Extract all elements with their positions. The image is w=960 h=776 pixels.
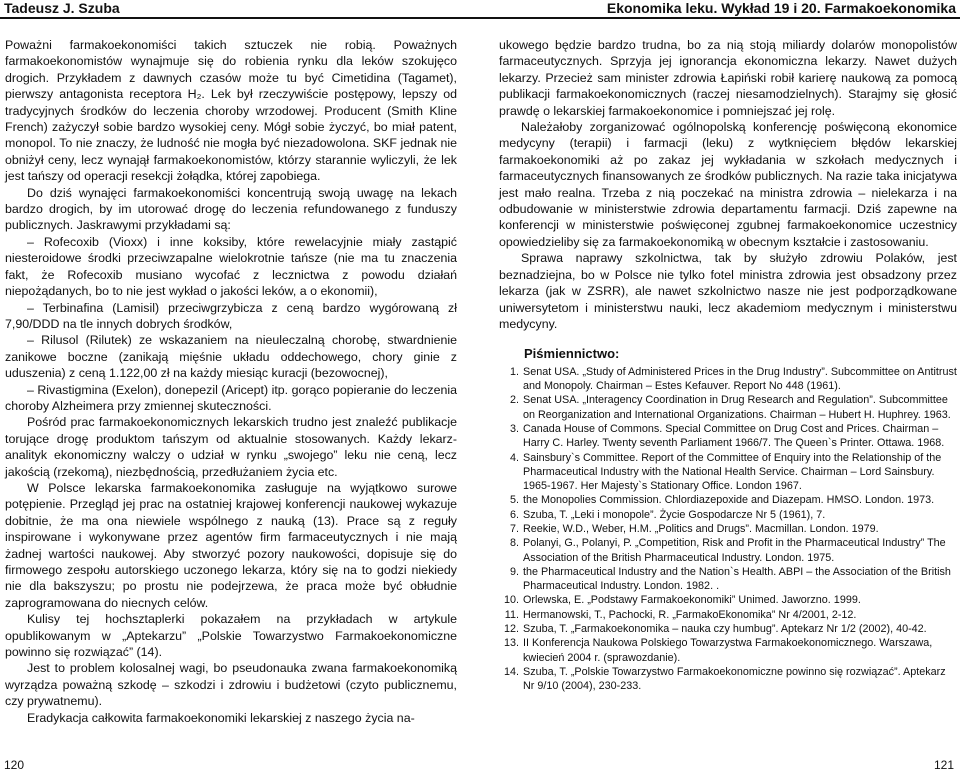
page-number-right: 121 <box>933 758 954 772</box>
reference-item <box>499 451 957 494</box>
header-rule <box>0 17 960 19</box>
reference-number: 11. <box>504 608 519 621</box>
reference-item <box>499 522 957 536</box>
reference-text: Sainsbury`s Committee. Report of the Committee of Enquiry into the Relationship of the Pharmaceutical Industry with the National Health Service. Chairman – Lord Sainsbury. 1965-1967. Her Majesty`s Stationary Office. London 1967. <box>523 451 942 493</box>
reference-text: Orlewska, E. „Podstawy Farmakoekonomiki” Unimed. Jaworzno. 1999. <box>523 594 861 607</box>
reference-item <box>499 622 957 636</box>
reference-item <box>499 665 957 694</box>
reference-item <box>499 393 957 422</box>
reference-text: Canada House of Commons. Special Committee on Drug Cost and Prices. Chairman – Harry C. Harley. Twenty seventh Parliament 1966/7. The Queen`s Printer. Ottawa. 1968. <box>523 422 945 450</box>
reference-text: Szuba, T. „Leki i monopole”. Życie Gospodarcze Nr 5 (1961), 7. <box>523 508 826 521</box>
right-column <box>499 37 957 694</box>
reference-text: Szuba, T. „Farmakoekonomika – nauka czy humbug”. Aptekarz Nr 1/2 (2002), 40-42. <box>523 623 927 636</box>
reference-number: 7. <box>509 522 519 535</box>
drug-example-item: – Rofecoxib (Vioxx) i inne koksiby, które rewelacyjnie miały zastąpić niesteroidowe środki przeciwzapalne wielokrotnie tańsze (nie ma tu znaczenia fakt, że Rofecoxib musiano wycofać z lecznictwa z powodu działań niepożądanych, bo to nie jest wykład o jakości leków, a o ekonomii), <box>5 234 457 299</box>
drug-example-item: – Rilusol (Rilutek) ze wskazaniem na nieuleczalną chorobę, stwardnienie zanikowe boczne (zanikają mięśnie układu oddechowego, chory ginie z uduszenia) z ceną 1.122,00 zł na każdy miesiąc kuracji (bezowocnej), <box>5 333 457 381</box>
reference-number: 4. <box>509 451 519 464</box>
header-title: Ekonomika leku. Wykład 19 i 20. Farmakoekonomika <box>606 0 956 16</box>
reference-number: 1. <box>509 365 519 378</box>
reference-item <box>499 636 957 665</box>
reference-text: the Monopolies Commission. Chlordiazepoxide and Diazepam. HMSO. London. 1973. <box>523 494 935 507</box>
left-paragraph: Poważni farmakoekonomiści takich sztuczek nie robią. Poważnych farmakoekonomistów wynajmuje się do robienia rynku dla leków szokujęco drogich. Przykładem z dawnych czasów może tu być Cimetidina (Tagamet), pierwszy antagonista receptora H₂. Lek był rzeczywiście postępowy, lepszy od tradycyjnych środków do leczenia choroby wrzodowej. Producent (Smith Kline French) zażyczył sobie bardzo wysokiej ceny. Mógł sobie życzyć, bo miał patent, monopol. To nie znaczy, że ludność nie mogła być niezadowolona. SKF jednak nie obniżył ceny, lecz wynajął farmakoekonomistów, którzy starannie wyliczyli, że lek jest tańszy od operacji resekcji żołądka, której zapobiega. <box>5 38 457 184</box>
drug-example-item: – Rivastigmina (Exelon), donepezil (Aricept) itp. gorąco popieranie do leczenia choroby Alzheimera przy zmiennej skuteczności. <box>5 382 457 413</box>
page-number-left: 120 <box>4 758 25 772</box>
right-paragraph: Należałoby zorganizować ogólnopolską konferencję poświęconą ekonomice medycyny (terapii) i farmacji (leku) z wytknięciem błędów lekarskiej farmakoekonomiki aż po zakaz jej wykładania w szkołach medycznych i farmaceutycznych finansowanych ze środków publicznych. Na razie taka inicjatywa jest mało realna. Trzeba z nią poczekać na ministra zdrowia – nielekarza i na odbudowanie w ministerstwie zdrowia departamentu farmacji. Dziś zapewne na konferencji w ministerstwie poświęconej zgubnej farmakoekonomice uczestnicy opowiedzieliby się za farmakoekonomiką w obecnym kształcie i zastosowaniu. <box>499 120 957 249</box>
running-header <box>0 0 960 18</box>
reference-item <box>499 365 957 394</box>
reference-number: 10. <box>503 594 519 607</box>
reference-number: 2. <box>509 394 519 407</box>
reference-text: Szuba, T. „Polskie Towarzystwo Farmakoekonomiczne powinno się rozwiązać”. Aptekarz Nr 9/10 (2004), 230-233. <box>523 665 946 693</box>
left-paragraph: Kulisy tej hochsztaplerki pokazałem na przykładach w artykule opublikowanym w „Aptekarzu” „Polskie Towarzystwo Farmakoekonomiczne powinno się rozwiązać” (14). <box>5 612 457 660</box>
reference-item <box>499 493 957 507</box>
reference-number: 14. <box>503 665 519 678</box>
reference-number: 13. <box>503 637 519 650</box>
left-paragraph: W Polsce lekarska farmakoekonomika zasługuje na wyjątkowo surowe potępienie. Przegląd jej prac na ostatniej krajowej konferencji naukowej wykazuje dobitnie, że ma ona niewiele wspólnego z nauką (13). Prace są z reguły inspirowane i wykonywane przez agentów firm farmaceutycznych i nie mają żadnej wartości naukowej. Aby stworzyć pozory naukowości, dopisuje się do firmowego zespołu autorskiego uczonego lekarza, który się na to godzi niekiedy nie dla bakszyszu; po prostu nie podejrzewa, że praca może być obłudnie zaprogramowana do niecnych celów. <box>5 480 457 610</box>
left-paragraph: Eradykacja całkowita farmakoekonomiki lekarskiej z naszego życia na- <box>27 710 415 725</box>
reference-number: 8. <box>509 537 519 550</box>
reference-item <box>499 608 957 622</box>
reference-item <box>499 422 957 451</box>
left-paragraph: Pośród prac farmakoekonomicznych lekarskich trudno jest znaleźć publikacje torujące drogę produktom tańszym od aktualnie stosowanych. Każdy lekarz-analityk ekonomiczny walczy o udział w rynku „swojego” leku nie ceną, lecz jakością (rzekomą), niezbędnością, przedłużaniem życia etc. <box>5 415 457 479</box>
reference-item <box>499 536 957 565</box>
reference-item <box>499 593 957 607</box>
reference-text: Hermanowski, T., Pachocki, R. „FarmakoEkonomika” Nr 4/2001, 2-12. <box>523 608 857 621</box>
reference-text: the Pharmaceutical Industry and the Nation`s Health. ABPI – the Association of the British Pharmaceutical Industry. London. 1982. . <box>523 565 951 593</box>
left-paragraph: Jest to problem kolosalnej wagi, bo pseudonauka zwana farmakoekonomiką wyrządza poważną szkodę – szkodzi i zdrowiu i budżetowi (czyto publicznemu, czy prywatnemu). <box>5 661 457 709</box>
reference-item <box>499 508 957 522</box>
reference-text: Polanyi, G., Polanyi, P. „Competition, Risk and Profit in the Pharmaceutical Industry” The Association of the British Pharmaceutical Industry. London. 1975. <box>523 537 946 564</box>
drug-example-item: – Terbinafina (Lamisil) przeciwgrzybicza z ceną bardzo wygórowaną zł 7,90/DDD na tle innych dobrych środków, <box>5 300 457 331</box>
header-author: Tadeusz J. Szuba <box>4 0 120 16</box>
references-list <box>499 365 957 694</box>
reference-number: 9. <box>509 565 519 578</box>
reference-number: 3. <box>509 422 519 435</box>
right-paragraph: ukowego będzie bardzo trudna, bo za nią stoją miliardy dolarów monopolistów farmaceutycznych. Sprzyja jej ignorancja ekonomiczna lekarzy. Nawet dużych lekarzy. Przecież sam minister zdrowia Łapiński robił karierę naukową za pomocą publikacji farmakoekonomicznych (raczej niesamodzielnych). Starajmy się głosić prawdę o lekarskiej farmakoekonomice i pomniejszać jej rolę. <box>499 38 957 118</box>
left-paragraph: Do dziś wynajęci farmakoekonomiści koncentrują swoją uwagę na lekach bardzo drogich, by im utorować drogę do leczenia refundowanego z funduszy publicznych. Jaskrawymi przykładami są: <box>5 185 457 233</box>
right-paragraph: Sprawa naprawy szkolnictwa, tak by służyło zdrowiu Polaków, jest beznadziejna, bo w Polsce nie tylko fotel ministra zdrowia jest obsadzony przez lekarza (jak w ZSRR), ale nawet szkolnictwo nasze nie jest podporządkowane uniwersytetom i ministerstwu nauki, lecz akademiom medycznym i ministerstwu medycyny. <box>499 251 957 331</box>
reference-number: 12. <box>503 623 519 636</box>
reference-number: 5. <box>509 494 519 507</box>
reference-text: Reekie, W.D., Weber, H.M. „Politics and Drugs”. Macmillan. London. 1979. <box>523 522 879 535</box>
references-heading: Piśmiennictwo: <box>524 346 620 362</box>
reference-text: Senat USA. „Study of Administered Prices in the Drug Industry”. Subcommittee on Antitrust and Monopoly. Chairman – Estes Kefauver. Report No 448 (1961). <box>523 365 957 393</box>
reference-number: 6. <box>509 508 519 521</box>
left-column <box>5 37 457 726</box>
reference-item <box>499 565 957 594</box>
reference-text: II Konferencja Naukowa Polskiego Towarzystwa Farmakoekonomicznego. Warszawa, kwiecień 2004 r. (sprawozdanie). <box>523 637 933 664</box>
reference-text: Senat USA. „Interagency Coordination in Drug Research and Regulation”. Subcommittee on Reorganization and International Organizations. Chairman – Hubert H. Huphrey. 1963. <box>523 394 951 421</box>
